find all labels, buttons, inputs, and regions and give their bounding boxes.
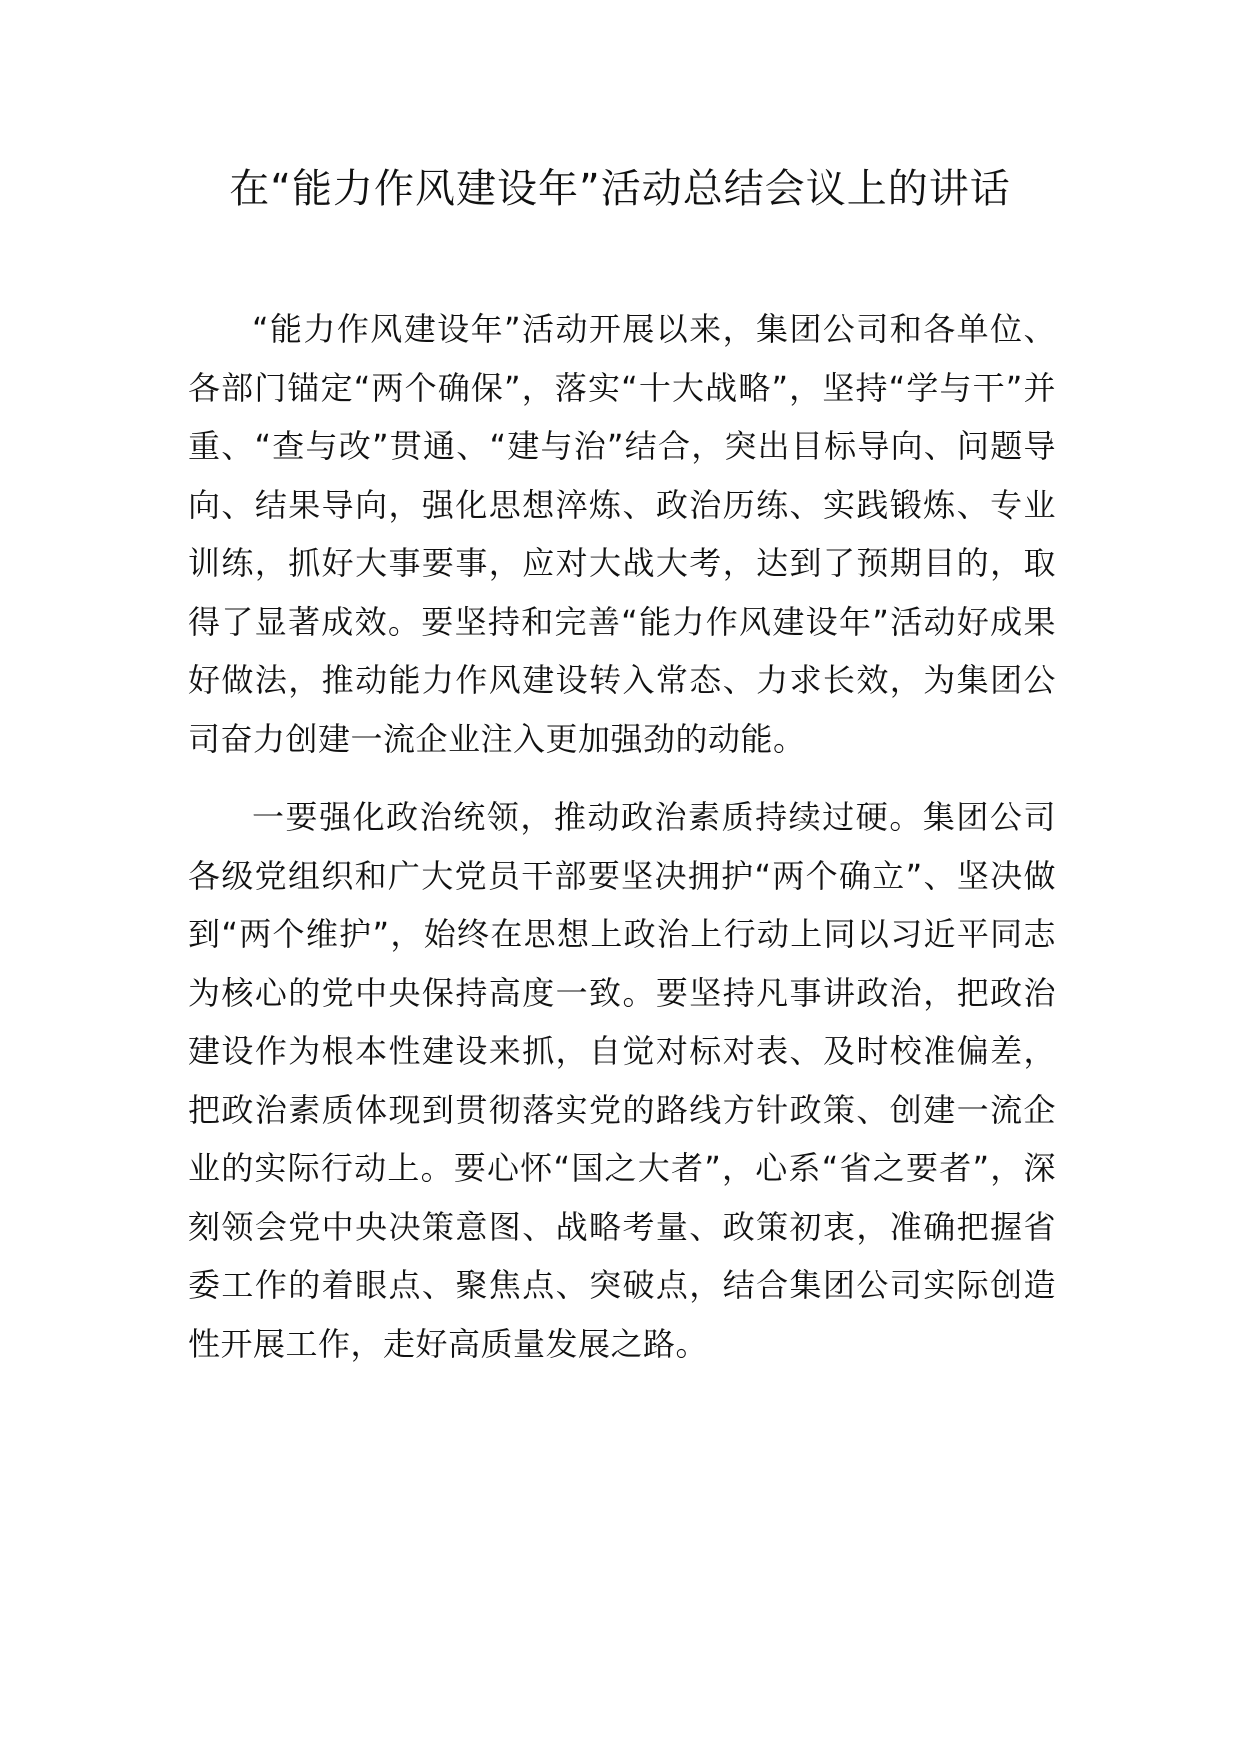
paragraph-intro: “能力作风建设年”活动开展以来，集团公司和各单位、各部门锚定“两个确保”，落实“十大战略”，坚持“学与干”并重、“查与改”贯通、“建与治”结合，突出目标导向、问题导向、结果导向，强化思想淬炼、政治历练、实践锻炼、专业训练，抓好大事要事，应对大战大考，达到了预期目的，取得了显著成效。要坚持和完善“能力作风建设年”活动好成果好做法，推动能力作风建设转入常态、力求长效，为集团公司奋力创建一流企业注入更加强劲的动能。 [188,310,1056,758]
document-body [188,300,1056,1373]
paragraph-political-leadership: 一要强化政治统领，推动政治素质持续过硬。集团公司各级党组织和广大党员干部要坚决拥护“两个确立”、坚决做到“两个维护”，始终在思想上政治上行动上同以习近平同志为核心的党中央保持高度一致。要坚持凡事讲政治，把政治建设作为根本性建设来抓，自觉对标对表、及时校准偏差，把政治素质体现到贯彻落实党的路线方针政策、创建一流企业的实际行动上。要心怀“国之大者”，心系“省之要者”，深刻领会党中央决策意图、战略考量、政策初衷，准确把握省委工作的着眼点、聚焦点、突破点，结合集团公司实际创造性开展工作，走好高质量发展之路。 [188,798,1056,1363]
document-title: 在“能力作风建设年”活动总结会议上的讲话 [229,166,1011,212]
